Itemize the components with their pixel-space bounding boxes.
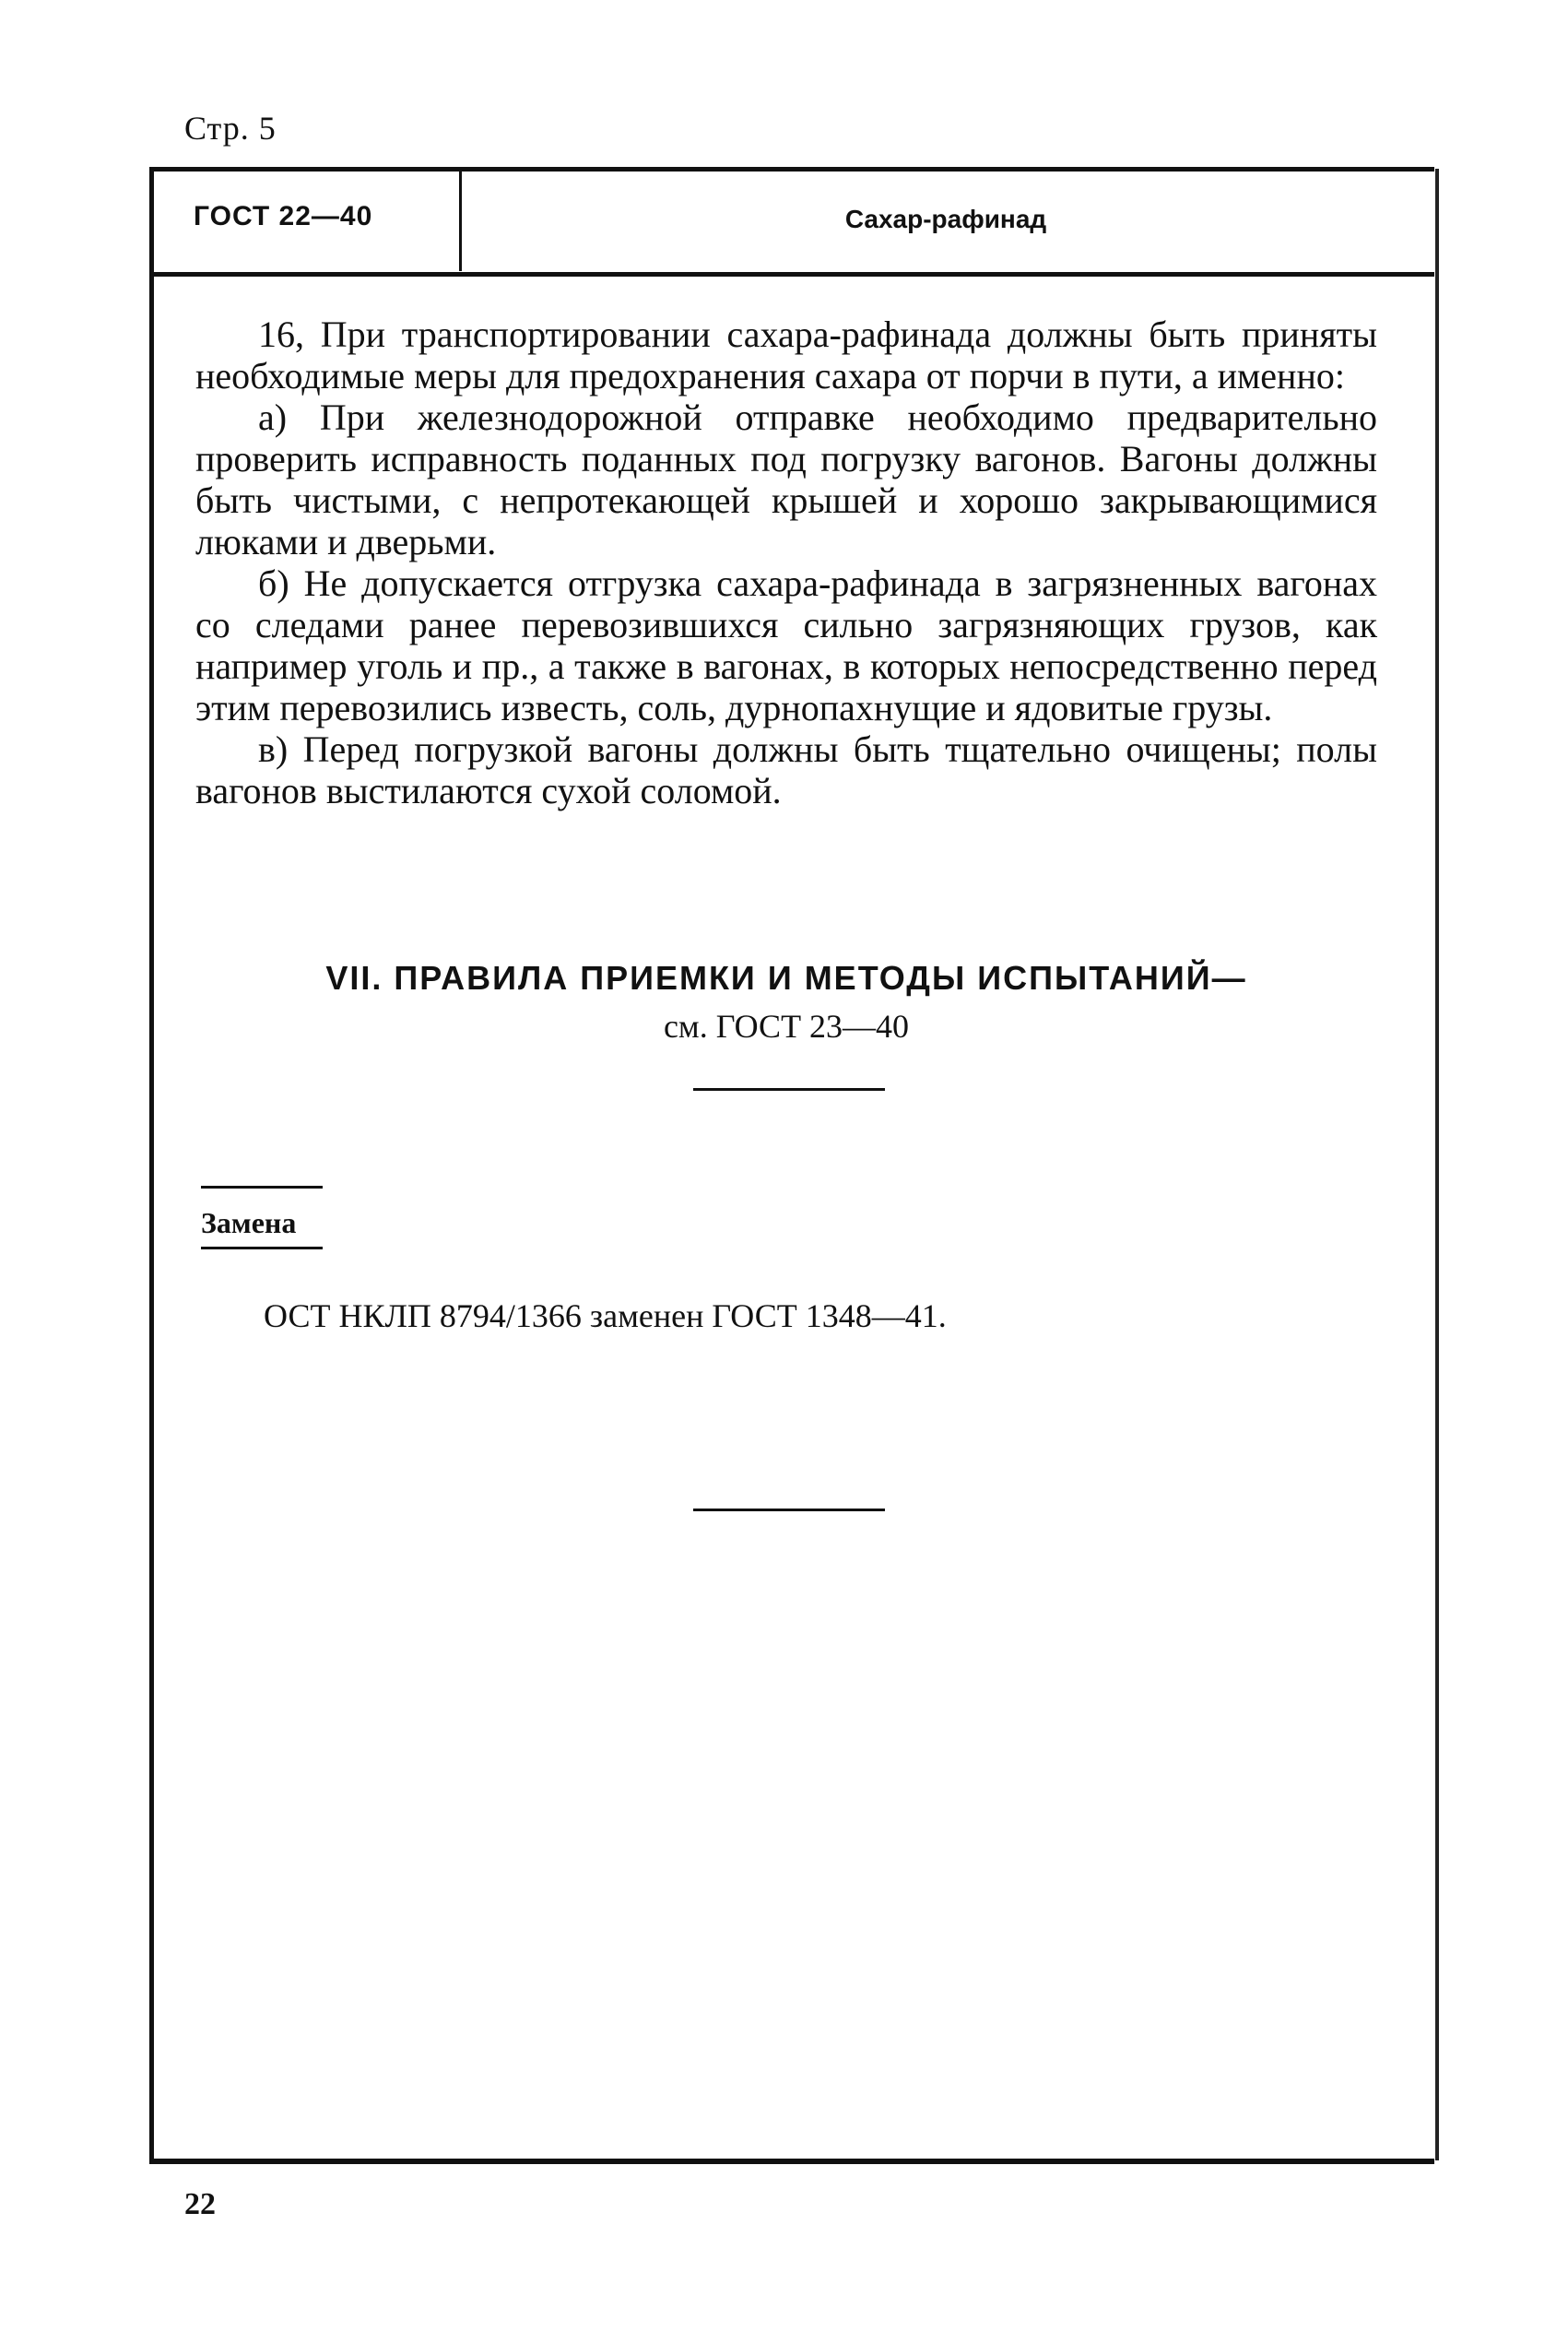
separator-rule	[693, 1088, 885, 1091]
label-rule-bottom	[201, 1247, 323, 1249]
header-bottom-rule	[149, 272, 1434, 277]
paragraph: 16, При транспортировании сахара-рафинада должны быть приняты необходимые меры для предохранения сахара от порчи в пути, а именно:	[195, 314, 1377, 396]
section-heading: VII. ПРАВИЛА ПРИЕМКИ И МЕТОДЫ ИСПЫТАНИЙ—	[325, 959, 1247, 997]
standard-code: ГОСТ 22—40	[194, 201, 373, 231]
page-reference: Стр. 5	[184, 110, 277, 147]
paragraph: а) При железнодорожной отправке необходимо предварительно проверить исправность поданных под погрузку вагонов. Вагоны должны быть чистыми, с непротекающей крышей и хорошо закрывающимися люками и дверьми.	[195, 396, 1377, 562]
body-text	[195, 314, 1377, 811]
document-title: Сахар-рафинад	[844, 205, 1047, 233]
frame-top-rule	[149, 167, 1434, 172]
separator-rule	[693, 1509, 885, 1511]
paragraph: б) Не допускается отгрузка сахара-рафинада в загрязненных вагонах со следами ранее перевозившихся сильно загрязняющих грузов, как например уголь и пр., а также в вагонах, в которых непосредственно перед этим перевозились известь, соль, дурнопахнущие и ядовитые грузы.	[195, 562, 1377, 728]
label-rule-top	[201, 1186, 323, 1189]
section-reference: см. ГОСТ 23—40	[663, 1008, 910, 1045]
replacement-label: Замена	[201, 1206, 297, 1239]
replacement-text: ОСТ НКЛП 8794/1366 заменен ГОСТ 1348—41.	[264, 1297, 947, 1334]
page-number: 22	[184, 2187, 216, 2221]
paragraph: в) Перед погрузкой вагоны должны быть тщательно очищены; полы вагонов выстилаются сухой соломой.	[195, 728, 1377, 811]
frame-bottom-rule	[149, 2159, 1434, 2164]
